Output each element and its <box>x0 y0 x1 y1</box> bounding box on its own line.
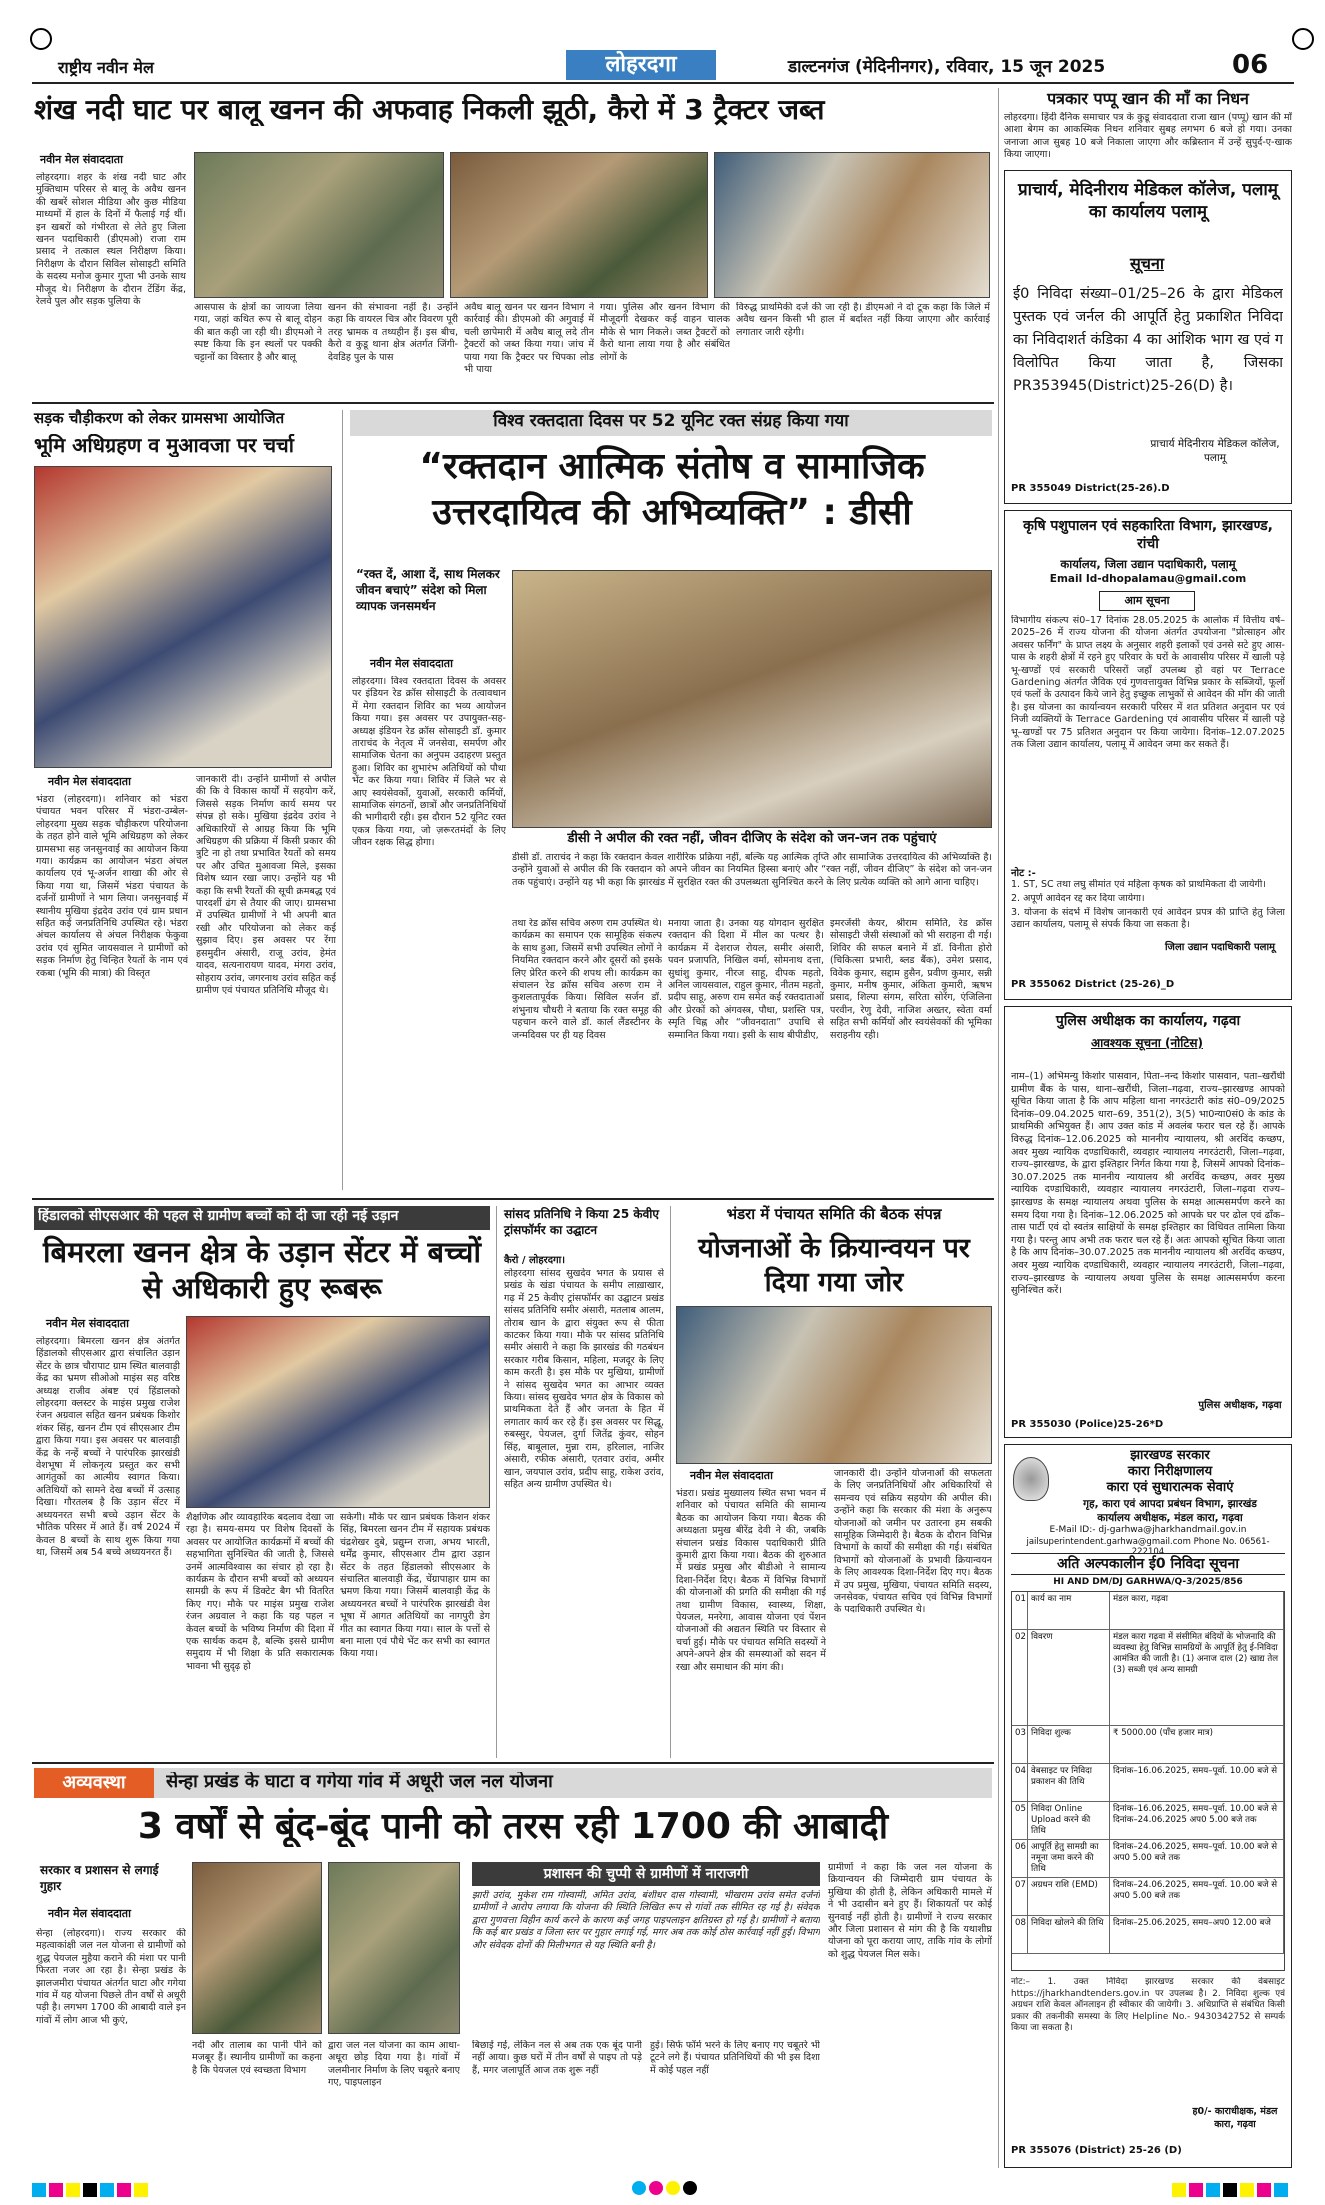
tender-row-value: दिनांक–16.06.2025, समय–पूर्वा. 10.00 बजे से <box>1110 1764 1284 1801</box>
story1-rule <box>32 402 994 404</box>
story2-body-col2: जानकारी दी। उन्होंने ग्रामीणों से अपील की कि वे विकास कार्यों में सहयोग करें, जिससे सड़क निर्माण कार्य समय पर संपन्न हो सके। मुखिया इंद्रदेव उरांव ने अधिकारियों से आग्रह किया कि भूमि अधिग्रहण की प्रक्रिया में किसी प्रकार की त्रुटि ना हो तथा प्रभावित रैयतों को समय पर और उचित मुआवजा मिले, इसका विशेष ध्यान रखा जाए। उन्होंने यह भी कहा कि सभी रैयतों की सूची क्रमबद्ध एवं पारदर्शी ढंग से तैयार की जाए। ग्रामसभा में उपस्थित ग्रामीणों ने भी अपनी बात रखी और परियोजना को लेकर कई सुझाव दिए। इस अवसर पर रेंगा हसमुदीन अंसारी, राजू उरांव, हेमंत यादव, सत्यनारायण यादव, मंगरा उरांव, सोहराय उरांव, जगरनाथ उरांव सहित कई ग्रामीण एवं पंचायत प्रतिनिधि मौजूद थे। <box>196 774 336 996</box>
tender-row <box>1012 1878 1284 1916</box>
dateline: डाल्टनगंज (मेदिनीनगर), रविवार, 15 जून 2025 <box>788 57 1106 77</box>
tender-row <box>1012 1802 1284 1840</box>
story7-photo-pipe <box>192 1862 322 2034</box>
ad3-body: नाम–(1) अभिमन्यु किशोर पासवान, पिता–नन्द किशोर पासवान, पता–खरौंधी ग्रामीण बैंक के पास, थाना–खरौंधी, जिला–गढ़वा, राज्य–झारखण्ड आपको सूचित किया जाता है कि आप महिला थाना नगरउंटारी कांड सं0–09/2025 दिनांक–09.04.2025 धारा–69, 351(2), 3(5) भा0न्या0सं0 के कांड के प्राथमिकी अभियुक्त हैं। आप उक्त कांड में अवलंब फरार चल रहे हैं। आपके विरुद्ध दिनांक–12.06.2025 को माननीय न्यायालय, श्री अरविंद कच्छप, अवर मुख्य न्यायिक दण्डाधिकारी, व्यवहार न्यायालय नगरउंटारी, जिला–गढ़वा, राज्य–झारखण्ड, के द्वारा इश्तिहार निर्गत किया गया है, जिसमें आपको दिनांक–30.07.2025 तक माननीय न्यायालय श्री अरविंद कच्छप, अवर मुख्य न्यायिक दण्डाधिकारी, व्यवहार न्यायालय नगरउंटारी, जिला–गढ़वा राज्य–झारखण्ड के समक्ष न्यायालय अथवा पुलिस के समक्ष आत्मसमर्पण करने का समय दिया गया है। दिनांक–12.06.2025 को आपके घर पर ढोल एवं ढाँक–तास पार्टी एवं दो स्वतंत्र साक्षियों के समक्ष इश्तिहार का विधिवत तामिला किया गया है। परन्तु आप अभी तक फरार चल रहे हैं। अतः आपको सूचित किया जाता है कि आप दिनांक–30.07.2025 तक माननीय न्यायालय श्री अरविंद कच्छप, अवर मुख्य न्यायिक दण्डाधिकारी, व्यवहार न्यायालय नगरउंटारी, जिला–गढ़वा, राज्य–झारखण्ड के न्यायालय अथवा पुलिस के समक्ष आत्मसमर्पण करना सुनिश्चित करें। <box>1011 1071 1285 1297</box>
ad3-sign: पुलिस अधीक्षक, गढ़वा <box>1198 1400 1282 1411</box>
story5-byline: कैरो / लोहरदगा। <box>504 1255 566 1266</box>
story7-body-col4: बिछाई गई, लेकिन नल से अब तक एक बूंद पानी नहीं आया। कुछ घरों में तीन वर्षों से पाइप तो पड़े हैं, मगर जलापूर्ति आज तक शुरू नहीं <box>472 2040 642 2076</box>
col-divider-story5 <box>670 1206 671 1758</box>
ad2-office: कार्यालय, जिला उद्यान पदाधिकारी, पलामू <box>1060 557 1236 571</box>
story7-body-col1: सेन्हा (लोहरदगा)। राज्य सरकार की महत्वाकांक्षी जल नल योजना से ग्रामीणों को शुद्ध पेयजल मुहैया कराने की मंशा पर पानी फिरता नजर आ रहा है। सेन्हा प्रखंड के झालजमीरा पंचायत अंतर्गत घाटा और गगेया गांव में यह योजना पिछले तीन वर्षों से अधूरी पड़ी है। लगभग 1700 की आबादी वाले इन गांवों में लोग आज भी कुएं, <box>36 1928 186 2026</box>
story1-body-col3: खनन की संभावना नहीं है। उन्होंने कहा कि वायरल चित्र और विवरण पूरी तरह भ्रामक व तथ्यहीन हैं। इस बीच, कैरो व कुडू थाना क्षेत्र अंतर्गत जिंगी-देवडिह पुल के पास <box>328 302 458 363</box>
story1-body-col5: गया। पुलिस और खनन विभाग की मौजूदगी देखकर कई वाहन चालक मौके से भाग निकले। जब्त ट्रैक्टरों को कैरो थाना लाया गया है और संबंधित लोगों के <box>600 302 730 363</box>
tender-row-number: 02 <box>1012 1630 1028 1725</box>
ad3-pr: PR 355030 (Police)25-26*D <box>1011 1419 1164 1430</box>
story4-body-col2: शैक्षणिक और व्यावहारिक बदलाव देखा जा रहा है। समय-समय पर विशेष दिवसों के अवसर पर आयोजित कार्यक्रमों में बच्चों की सहभागिता सुनिश्चित की जाती है, जिससे उनमें आत्मविश्वास का संचार हो रहा है। कार्यक्रम के दौरान सभी बच्चों को अध्ययन सामग्री के रूप में डिक्टेट बैग भी वितरित किए गए। मौके पर माइंस प्रमुख राजेश रंजन अग्रवाल ने कहा कि यह पहल न केवल बच्चों के भविष्य निर्माण की दिशा में एक सार्थक कदम है, बल्कि इससे ग्रामीण समुदाय में भी शिक्षा के प्रति सकारात्मक भावना भी सुदृढ़ हो <box>186 1512 334 1672</box>
ad4-jail-tender <box>1004 1444 1292 2168</box>
masthead <box>0 0 1325 80</box>
ad4-tender-table <box>1011 1591 1285 1971</box>
ad4-office: कार्यालय अधीक्षक, मंडल कारा, गढ़वा <box>1097 1512 1243 1524</box>
story6-body-col2: जानकारी दी। उन्होंने योजनाओं की सफलता के लिए जनप्रतिनिधियों और अधिकारियों से समन्वय एवं सक्रिय सहयोग की अपील की। उन्होंने कहा कि सरकार की मंशा के अनुरूप योजनाओं को जमीन पर उतारना हम सबकी सामूहिक जिम्मेदारी है। बैठक के दौरान विभिन्न विभागों के कार्यों की समीक्षा की गई। संबंधित विभागों को योजनाओं के प्रभावी क्रियान्वयन के लिए आवश्यक दिशा-निर्देश दिए गए। बैठक में उप प्रमुख, मुखिया, पंचायत समिति सदस्य, जनसेवक, पंचायत सचिव एवं विभिन्न विभागों के पदाधिकारी उपस्थित थे। <box>834 1468 992 1616</box>
ad2-horticulture-notice <box>1004 510 1292 1000</box>
story4-byline: नवीन मेल संवाददाता <box>46 1317 129 1330</box>
tender-row <box>1012 1630 1284 1726</box>
crop-mark-right <box>1292 28 1314 50</box>
ad4-email: E-Mail ID:- dj-garhwa@jharkhandmail.gov.in <box>1049 1525 1247 1535</box>
ad1-title: सूचना <box>1129 254 1164 273</box>
story6-body-col1: भंडरा। प्रखंड मुख्यालय स्थित सभा भवन में शनिवार को पंचायत समिति की सामान्य बैठक का आयोजन किया गया। बैठक की अध्यक्षता प्रमुख बीरेंद्र देवी ने की, जबकि संचालन प्रखंड विकास पदाधिकारी प्रीति कुमारी द्वारा किया गया। बैठक की शुरुआत में प्रखंड प्रमुख और बीडीओ ने सामान्य दिशा-निर्देश दिए। बैठक में विभिन्न विभागों की योजनाओं की प्रगति की समीक्षा की गई तथा ग्रामीण विकास, स्वास्थ्य, शिक्षा, पेयजल, मनरेगा, आवास योजना एवं पेंशन योजनाओं की अद्यतन स्थिति पर विस्तार से चर्चा हुई। मौके पर पंचायत समिति सदस्यों ने अपने-अपने क्षेत्र की समस्याओं को सदन में रखा और समाधान की मांग की। <box>676 1488 826 1673</box>
story6-headline: योजनाओं के क्रियान्वयन पर दिया गया जोर <box>698 1233 970 1298</box>
tender-row-value: दिनांक–25.06.2025, समय–अप0 12.00 बजे <box>1110 1916 1284 1953</box>
story6-byline: नवीन मेल संवाददाता <box>690 1469 773 1482</box>
color-dots-center <box>632 2180 700 2199</box>
ad1-sign: प्राचार्य मेदिनीराय मेडिकल कॉलेज, पलामू <box>1150 438 1280 464</box>
lower-rule <box>32 1762 994 1764</box>
ad4-sign: ह0/- काराधीक्षक, मंडल कारा, गढ़वा <box>1192 2106 1278 2130</box>
ad4-title: अति अल्पकालीन ई0 निविदा सूचना <box>1011 1553 1285 1575</box>
ad4-dept2: कारा एवं सुधारात्मक सेवाएं <box>1106 1480 1234 1495</box>
ad4-email2: jailsuperintendent.garhwa@gmail.com Phone No. 06561-222104 <box>1026 1537 1270 1557</box>
tender-row-key: विवरण <box>1028 1630 1110 1725</box>
ad2-note-1: 1. ST, SC तथा लघु सीमांत एवं महिला कृषक को प्राथमिकता दी जायेगी। <box>1011 879 1266 890</box>
tender-row <box>1012 1726 1284 1764</box>
ad2-body: विभागीय संकल्प सं0–17 दिनांक 28.05.2025 के आलोक में वित्तीय वर्ष–2025–26 में राज्य योजना की योजना अंतर्गत उपयोजना "प्रोत्साहन और अवसर फर्निंग" के प्राप्त लक्ष्य के अनुसार शहरी इलाकों एवं उनसे सटे हुए आस-पास के शहरी क्षेत्रों में रहने हुए परिवार के घरों के आवासीय परिसर में खाली पड़े भू-खण्डों एवं सरकारी परिसरों जहाँ उपलब्ध हो वहां पर Terrace Gardening अंतर्गत जैविक एवं गुणवत्तायुक्त विभिन्न प्रकार के सब्जियों, फूलों एवं फलों के उत्पादन किये जाने हेतु इच्छुक लाभुकों से आवेदन की माँग की जाती है। इस योजना का कार्यान्वयन सरकारी परिसर में शत प्रतिशत अनुदान पर एवं निजी व्यक्तियों के Terrace Gardening एवं आवासीय परिसर में खाली पड़े भू–खण्डों पर 75 प्रतिशत अनुदान पर किया जायेगा। दिनांक–12.07.2025 तक जिला उद्यान कार्यालय, पलामू में आवेदन जमा कर सकते हैं। <box>1011 615 1285 751</box>
ad4-ref: HI AND DM/DJ GARHWA/Q-3/2025/856 <box>1053 1577 1243 1587</box>
ad4-govt: झारखण्ड सरकार <box>1130 1448 1210 1463</box>
story3-body-col4: इमरजेंसी केयर, श्रीराम समिति, रेड क्रॉस सोसाइटी जैसी संस्थाओं को भी सराहना दी गई। शिविर की सफल बनाने में डॉ. विनीता होरो (चिकित्सा प्रभारी, ब्लड बैंक), उमेश प्रसाद, विवेक कुमार, सद्दाम हुसैन, प्रवीण कुमार, सन्नी कुमार, मनीष कुमार, अंकिता कुमारी, ऋषभ प्रसाद, शिल्पा संगम, सरिता सोरेंग, एंजिलिना परवीन, रेणु देवी, नाजिश अख्तर, स्वेता वर्मा सहित सभी कर्मियों और स्वयंसेवकों की भूमिका सराहनीय रही। <box>830 918 992 1041</box>
mid-rule <box>32 1198 994 1200</box>
story1-byline: नवीन मेल संवाददाता <box>40 153 123 166</box>
story7-photo-tank <box>328 1862 460 2034</box>
section-label: लोहरदगा <box>566 50 716 80</box>
story3-body-col2: तथा रेड क्रॉस सचिव अरुण राम उपस्थित थे। कार्यक्रम का समापन एक सामूहिक संकल्प के साथ हुआ, जिसमें सभी उपस्थित लोगों ने नियमित रक्तदान करने और दूसरों को इसके लिए प्रेरित करने की शपथ ली। कार्यक्रम का संचालन रेड क्रॉस सचिव अरुण राम ने कुशलतापूर्वक किया। सिविल सर्जन डॉ. शंभुनाथ चौधरी ने बताया कि रक्त समूह की पहचान करने वाले डॉ. कार्ल लैंडस्टीनर के जन्मदिवस पर ही यह दिवस <box>512 918 662 1041</box>
ad4-dept1: कारा निरीक्षणालय <box>1127 1464 1213 1479</box>
story1-photo-riverbed <box>450 152 708 298</box>
ad2-note-3: 3. योजना के संदर्भ में विशेष जानकारी एवं आवेदन प्रपत्र की प्राप्ति हेतु जिला उद्यान कार्यालय, पलामू से संपर्क किया जा सकता है। <box>1011 907 1285 931</box>
story7-kicker: सेन्हा प्रखंड के घाटा व गगेया गांव में अधूरी जल नल योजना <box>166 1772 553 1792</box>
story7-box-body: झारी उरांव, मुकेश राम गोस्वामी, अमित उरांव, बंशीधर दास गोस्वामी, भीखराम उरांव समेत दर्जनों ग्रामीणों ने आरोप लगाया कि योजना की स्थिति लिखित रूप से गांवों तक सीमित रह गई है। संवेदक द्वारा गुणवत्ता विहीन कार्य करने के कारण कई जगह पाइपलाइन क्षतिग्रस्त हो गई है। ग्रामीणों ने बताया कि कई बार प्रखंड व जिला स्तर पर गुहार लगाई गई, मगर अब तक कोई ठोस कार्रवाई नहीं हुई। विभाग और संवेदक दोनों की मिलीभगत से यह स्थिति बनी है। <box>472 1890 820 1951</box>
ad2-org: कृषि पशुपालन एवं सहकारिता विभाग, झारखण्ड, रांची <box>1023 518 1273 552</box>
story4-body-col1: लोहरदगा। बिमरला खनन क्षेत्र अंतर्गत हिंडालको सीएसआर द्वारा संचालित उड़ान सेंटर के छात्र चौरापाट ग्राम स्थित बालवाड़ी केंद्र का भ्रमण सीओओ माइंस सह वरिष्ठ अध्यक्ष राजीव अंबष्ट एवं हिंडालको लोहरदगा क्लस्टर के माइंस प्रमुख राजेश रंजन अग्रवाल सहित खनन प्रबंधक किशोर शंकर सिंह, खनन टीम एवं सीएसआर टीम द्वारा किया गया। इस अवसर पर बालवाड़ी केंद्र के नन्हें बच्चों ने पारंपरिक झारखंडी वेशभूषा में लोकनृत्य प्रस्तुत कर सभी आगंतुकों का आत्मीय स्वागत किया। अतिथियों को सामने देख बच्चों में उत्साह दिखा। गौरतलब है कि उड़ान सेंटर में अध्ययनरत सभी बच्चे उड़ान सेंटर के भौतिक परिसर में आते हैं। वर्ष 2024 में केवल 8 बच्चों के साथ शुरू किया गया था, जिसमें अब 54 बच्चे अध्ययनरत हैं। <box>36 1336 180 1558</box>
ad2-email: Email Id-dhopalamau@gmail.com <box>1049 573 1247 585</box>
tender-row-value: ₹ 5000.00 (पाँच हजार मात्र) <box>1110 1726 1284 1763</box>
tender-row-value: दिनांक–24.06.2025, समय–पूर्वा. 10.00 बजे से अप0 5.00 बजे तक <box>1110 1840 1284 1877</box>
story1-headline: शंख नदी घाट पर बालू खनन की अफवाह निकली झूठी, कैरो में 3 ट्रैक्टर जब्त <box>34 94 825 126</box>
ad3-title: आवश्यक सूचना (नोटिस) <box>1090 1036 1204 1050</box>
story2-headline: भूमि अधिग्रहण व मुआवजा पर चर्चा <box>34 434 294 457</box>
ad2-title: आम सूचना <box>1099 591 1195 611</box>
ad1-org: प्राचार्य, मेदिनीराय मेडिकल कॉलेज, पलामू का कार्यालय पलामू <box>1018 180 1278 222</box>
story1-photo-river <box>194 152 444 298</box>
tender-row-key: अग्रधन राशि (EMD) <box>1028 1878 1110 1915</box>
story1-body-col6: विरुद्ध प्राथमिकी दर्ज की जा रही है। डीएमओ ने दो टूक कहा कि जिले में अवैध खनन किसी भी हाल में बर्दाश्त नहीं किया जाएगा और कार्रवाई लगातार जारी रहेगी। <box>736 302 990 338</box>
obit-body: लोहरदगा। हिंदी दैनिक समाचार पत्र के कुडू संवाददाता राजा खान (पप्पू) खान की माँ आशा बेगम का आकस्मिक निधन शनिवार सुबह लगभग 6 बजे हो गया। उनका जनाजा आज सुबह 10 बजे निकाला जाएगा और कब्रिस्तान में उन्हें सुपुर्द-ए-खाक किया जाएगा। <box>1004 112 1292 161</box>
story3-photo-caption: डीसी ने अपील की रक्त नहीं, जीवन दीजिए के संदेश को जन-जन तक पहुंचाएं <box>567 831 937 846</box>
ad1-body: ई0 निविदा संख्या–01/25–26 के द्वारा मेडिकल पुस्तक एवं जर्नल की आपूर्ति हेतु प्रकाशित निविदा का निविदाशर्त कंडिका 4 का आंशिक भाग ख एवं ग विलोपित किया जाता है, जिसका PR353945(District)25-26(D) है। <box>1013 286 1283 394</box>
ad2-note-2: 2. अपूर्ण आवेदन रद्द कर दिया जायेगा। <box>1011 893 1145 904</box>
obit-headline: पत्रकार पप्पू खान की माँ का निधन <box>1047 89 1249 108</box>
story7-box-title: प्रशासन की चुप्पी से ग्रामीणों में नाराजगी <box>472 1862 820 1886</box>
story7-body-col3: द्वारा जल नल योजना का काम आधा-अधूरा छोड़ दिया गया है। गांवों में जलमीनार निर्माण के लिए चबूतरे बनाए गए, पाइपलाइन <box>328 2040 460 2089</box>
story1-body-col2: आसपास के क्षेत्रों का जायजा लिया गया, जहां कथित रूप से बालू दोहन की बात कही जा रही थी। डीएमओ ने स्पष्ट किया कि इन स्थलों पर पक्की चट्टानों का विस्तार है और बालू <box>194 302 322 363</box>
story6-photo-meeting <box>676 1306 992 1464</box>
story7-body-col5: हुई। सिर्फ फॉर्म भरने के लिए बनाए गए चबूतरे भी टूटने लगे हैं। पंचायत प्रतिनिधियों की भी इस दिशा में कोई पहल नहीं <box>650 2040 820 2076</box>
story4-photo-children <box>186 1316 490 1508</box>
tender-row-key: निविदा Online Upload करने की तिथि <box>1028 1802 1110 1839</box>
ad2-pr: PR 355062 District (25-26)_D <box>1011 979 1175 990</box>
ad4-dept3: गृह, कारा एवं आपदा प्रबंधन विभाग, झारखंड <box>1083 1498 1257 1510</box>
story1-body-col4: अवैध बालू खनन पर खनन विभाग ने कार्रवाई की। डीएमओ की अगुवाई में चली छापेमारी में अवैध बालू लदे तीन ट्रैक्टरों को जब्त किया गया। जांच में पाया गया कि ट्रैक्टर पर चिपका लोड भी पाया <box>464 302 594 376</box>
story7-subhead: सरकार व प्रशासन से लगाई गुहार <box>40 1863 159 1893</box>
tender-row-key: कार्य का नाम <box>1028 1592 1110 1629</box>
tender-row-number: 03 <box>1012 1726 1028 1763</box>
story7-headline: 3 वर्षों से बूंद-बूंद पानी को तरस रही 1700 की आबादी <box>137 1806 889 1847</box>
color-strip-right <box>1172 2182 1291 2201</box>
story7-body-col2: नदी और तालाब का पानी पीने को मजबूर हैं। स्थानीय ग्रामीणों का कहना है कि पेयजल एवं स्वच्छता विभाग <box>192 2040 322 2076</box>
story7-body-col6: ग्रामीणों ने कहा कि जल नल योजना के क्रियान्वयन की जिम्मेदारी ग्राम पंचायत के मुखिया की होती है, लेकिन अधिकारी मामले में ने भी उदासीन बने हुए हैं। शिकायतों पर कोई सुनवाई नहीं होती है। ग्रामीणों ने राज्य सरकार और जिला प्रशासन से मांग की है कि यथाशीघ्र योजना को पूरा कराया जाए, ताकि गांव के लोगों को शुद्ध पेयजल मिल सके। <box>828 1862 992 1960</box>
story5-kicker: सांसद प्रतिनिधि ने किया 25 केवीए ट्रांसफॉर्मर का उद्घाटन <box>504 1207 660 1237</box>
story1-photo-tractors <box>714 152 990 298</box>
tender-row-number: 06 <box>1012 1840 1028 1877</box>
ad3-police-notice <box>1004 1006 1292 1438</box>
story4-body-col3: सकेगी। मौके पर खान प्रबंधक किशन शंकर सिंह, बिमरला खनन टीम में सहायक प्रबंधक चंद्रशेखर दुबे, प्रद्युम्न राजा, अभय भारती, धर्मेंद्र कुमार, सीएसआर टीम द्वारा उड़ान सेंटर के तहत हिंडालको सीएसआर के संचालित बालवाड़ी केंद्र, चेंग्रापाहार ग्राम का भ्रमण किया गया। जिसमें बालवाड़ी केंद्र के अध्ययनरत बच्चों ने पारंपरिक झारखंडी वेश भूषा में आगत अतिथियों का नागपुरी डेग गीत का स्वागत किया गया। साल के पत्तों से बना माला एवं पौधे भेंट कर सभी का स्वागत किया गया। <box>340 1512 490 1660</box>
tender-row-value: मंडल कारा गढ़वा में संसीमित बंदियों के भोजनादि की व्यवस्था हेतु विभिन्न सामग्रियों के आपूर्ति हेतु ई-निविदा आमंत्रित की जाती है। (1) अनाज दाल (2) खाद्य तेल (3) सब्जी एवं अन्य सामग्री <box>1110 1630 1284 1725</box>
ad2-sign: जिला उद्यान पदाधिकारी पलामू <box>1164 942 1276 953</box>
tender-row-value: दिनांक–24.06.2025, समय–पूर्वा. 10.00 बजे से अप0 5.00 बजे तक <box>1110 1878 1284 1915</box>
story3-byline: नवीन मेल संवाददाता <box>370 657 453 670</box>
story7-byline: नवीन मेल संवाददाता <box>48 1907 131 1920</box>
tender-row-key: निविदा शुल्क <box>1028 1726 1110 1763</box>
tender-row-value: दिनांक–16.06.2025, समय–पूर्वा. 10.00 बजे से दिनांक–24.06.2025 अप0 5.00 बजे तक <box>1110 1802 1284 1839</box>
masthead-rule <box>32 82 1294 84</box>
page-number: 06 <box>1232 50 1269 80</box>
story1-body-lead: लोहरदगा। शहर के शंख नदी घाट और मुक्तिधाम परिसर से बालू के अवैध खनन की खबरें सोशल मीडिया और कुछ मीडिया माध्यमों में हाल के दिनों में फैलाई गई थीं। इन खबरों को गंभीरता से लेते हुए जिला खनन पदाधिकारी (डीएमओ) राजा राम प्रसाद ने तत्काल स्थल निरीक्षण किया। निरीक्षण के दौरान सिविल सोसाइटी समिति के सदस्य मनोज कुमार गुप्ता भी उनके साथ मौजूद थे। निरीक्षण के दौरान टेंडिंग केंद्र, रेलवे पुल और सड़क पुलिया के <box>36 172 186 308</box>
story2-body-col1: भंडरा (लोहरदगा)। शनिवार को भंडरा पंचायत भवन परिसर में भंडरा-उम्बेल-लोहरदगा मुख्य सड़क चौड़ीकरण परियोजना के तहत होने वाले भूमि अधिग्रहण को लेकर ग्रामसभा सह जनसुनवाई का आयोजन किया गया। कार्यक्रम का आयोजन भंडरा अंचल कार्यालय एवं भू-अर्जन शाखा की ओर से किया गया था, जिसमें भंडरा पंचायत के दर्जनों ग्रामीणों ने भाग लिया। जनसुनवाई में स्थानीय मुखिया इंद्रदेव उरांव एवं ग्राम प्रधान सहित कई जनप्रतिनिधि उपस्थित रहे। भंडरा अंचल कार्यालय से अंचल निरीक्षक फेकुवा उरांव एवं सुमित जायसवाल ने ग्रामीणों को सड़क निर्माण हेतु चिन्हित रैयतों के नाम एवं रकबा (भूमि की मात्रा) की विस्तृत <box>36 794 188 979</box>
tender-row-key: निविदा खोलने की तिथि <box>1028 1916 1110 1953</box>
story2-photo <box>34 466 332 768</box>
color-strip-left <box>32 2182 151 2201</box>
story3-photo-blood-camp <box>512 570 992 828</box>
tender-row-number: 08 <box>1012 1916 1028 1953</box>
ad4-pr: PR 355076 (District) 25-26 (D) <box>1011 2145 1182 2156</box>
col-divider-left <box>342 410 343 1190</box>
paper-name: राष्ट्रीय नवीन मेल <box>58 58 154 77</box>
ad1-pr: PR 355049 District(25-26).D <box>1011 483 1170 494</box>
tender-row-value: मंडल कारा, गढ़वा <box>1110 1592 1284 1629</box>
crop-mark-left <box>30 28 52 50</box>
tender-row <box>1012 1592 1284 1630</box>
col-divider-right <box>998 88 999 2168</box>
story3-quote: “रक्त दें, आशा दें, साथ मिलकर जीवन बचाएं” संदेश को मिला व्यापक जनसमर्थन <box>356 567 500 613</box>
story3-headline: “रक्तदान आत्मिक संतोष व सामाजिक उत्तरदायित्व की अभिव्यक्ति” : डीसी <box>419 446 925 533</box>
tender-row-number: 05 <box>1012 1802 1028 1839</box>
tender-row-number: 07 <box>1012 1878 1028 1915</box>
ad4-notes: नोट:– 1. उक्त निविदा झारखण्ड सरकार की वेबसाइट https://jharkhandtenders.gov.in पर उपलब्ध है। 2. निविदा शुल्क एवं अग्रधन राशि केवल ऑनलाइन ही स्वीकार की जायेगी। 3. अधिप्राप्ति से संबंधित किसी प्रकार की तकनीकी समस्या के लिए Helpline No.- 9430342752 से सम्पर्क किया जा सकता है। <box>1011 1977 1285 2034</box>
tender-row <box>1012 1764 1284 1802</box>
tender-row <box>1012 1840 1284 1878</box>
story6-kicker: भंडरा में पंचायत समिति की बैठक संपन्न <box>726 1205 942 1223</box>
footer-registration-marks <box>32 2180 1294 2198</box>
tender-row <box>1012 1916 1284 1954</box>
tender-row-key: आपूर्ति हेतु सामग्री का नमूना जमा करने की तिथि <box>1028 1840 1110 1877</box>
story4-kicker: हिंडालको सीएसआर की पहल से ग्रामीण बच्चों को दी जा रही नई उड़ान <box>38 1208 399 1224</box>
ad3-org: पुलिस अधीक्षक का कार्यालय, गढ़वा <box>1055 1013 1241 1029</box>
story3-body-col3: मनाया जाता है। उनका यह योगदान सुरक्षित रक्तदान की दिशा में मील का पत्थर है। कार्यक्रम में देशराज रोयल, समीर अंसारी, पवन प्रजापति, निखिल वर्मा, सोमनाथ दत्ता, सुधांशु कुमार, नीरज साहू, दीपक महतो, अनिल जायसवाल, राहुल कुमार, नीतम महतो, प्रदीप साहू, अरुण राम समेत कई रक्तदाताओं और प्रेरकों को अंगवस्त्र, पौधा, प्रशस्ति पत्र, स्मृति चिह्न और “जीवनदाता” उपाधि से सम्मानित किया गया। इसी के साथ बीपीडीए, <box>668 918 824 1041</box>
ad2-notes-head: नोट :- <box>1011 868 1036 879</box>
tender-row-key: वेबसाइट पर निविदा प्रकाशन की तिथि <box>1028 1764 1110 1801</box>
tender-row-number: 04 <box>1012 1764 1028 1801</box>
story7-tag: अव्यवस्था <box>34 1768 154 1798</box>
story3-dc-quote: डीसी डॉ. ताराचंद ने कहा कि रक्तदान केवल शारीरिक प्रक्रिया नहीं, बल्कि यह आत्मिक तृप्ति और सामाजिक उत्तरदायित्व की अभिव्यक्ति है। उन्होंने युवाओं से अपील की कि रक्तदान को अपने जीवन का नियमित हिस्सा बनाएं और “रक्त नहीं, जीवन दीजिए” के संदेश को जन-जन तक पहुंचाएं। उन्होंने यह भी कहा कि झारखंड में सुरक्षित रक्त की उपलब्धता सुनिश्चित करने के लिए प्रत्येक व्यक्ति को आगे आना चाहिए। <box>512 852 992 888</box>
story2-byline: नवीन मेल संवाददाता <box>48 775 131 788</box>
ad4-emblem <box>1013 1457 1049 1501</box>
story5-body: लोहरदगा सांसद सुखदेव भगत के प्रयास से प्रखंड के खंडा पंचायत के समीप लाख़ाखार, गढ़ में 25 केवीए ट्रांसफॉर्मर का उद्घाटन प्रखंड सांसद प्रतिनिधि समीर अंसारी, मतलाब आलम, तोराब खान के द्वारा संयुक्त रूप से फीता काटकर किया गया। मौके पर सांसद प्रतिनिधि समीर अंसारी ने कहा कि झारखंड की गठबंधन सरकार गरीब किसान, महिला, मजदूर के लिए काम करती है। इस मौके पर मुखिया, ग्रामीणों ने सांसद सुखदेव भगत का आभार व्यक्त किया। सांसद सुखदेव भगत क्षेत्र के विकास को प्राथमिकता देते हैं और जनता के हित में लगातार कार्य कर रहे हैं। इस अवसर पर सिद्धू, रुबस्सुर, पेयजल, दुर्गा जितेंद्र कुंवर, सोहन सिंह, बाबूलाल, मुन्ना राम, हरिलाल, नाजिर अंसारी, रफीक अंसारी, एतवार उरांव, अमीर खान, जयपाल उरांव, प्रदीप साहू, राकेश उरांव, सहित अन्य ग्रामीण उपस्थित थे। <box>504 1268 664 1490</box>
story2-kicker: सड़क चौड़ीकरण को लेकर ग्रामसभा आयोजित <box>34 409 285 427</box>
ad1-medical-college-notice <box>1004 170 1292 504</box>
tender-row-number: 01 <box>1012 1592 1028 1629</box>
story3-kicker: विश्व रक्तदाता दिवस पर 52 यूनिट रक्त संग्रह किया गया <box>493 411 849 431</box>
story4-headline: बिमरला खनन क्षेत्र के उड़ान सेंटर में बच्चों से अधिकारी हुए रूबरू <box>43 1235 481 1305</box>
col-divider-mid <box>496 1206 497 1758</box>
story3-body-col1: लोहरदगा। विश्व रक्तदाता दिवस के अवसर पर इंडियन रेड क्रॉस सोसाइटी के तत्वावधान में मेगा रक्तदान शिविर का भव्य आयोजन किया गया। इस अवसर पर उपायुक्त-सह-अध्यक्ष इंडियन रेड क्रॉस सोसाइटी डॉ. कुमार ताराचंद के नेतृत्व में जनसेवा, समर्पण और सामाजिक चेतना का अनुपम उदाहरण प्रस्तुत हुआ। शिविर का शुभारंभ अतिथियों को पौधा भेंट कर किया गया। शिविर में जिले भर से आए स्वयंसेवकों, युवाओं, सरकारी कर्मियों, सामाजिक संगठनों, छात्रों और जनप्रतिनिधियों की भागीदारी रही। इस दौरान 52 यूनिट रक्त एकत्र किया गया, जो ज़रूरतमंदों के लिए जीवन रक्षक सिद्ध होगा। <box>352 676 506 849</box>
